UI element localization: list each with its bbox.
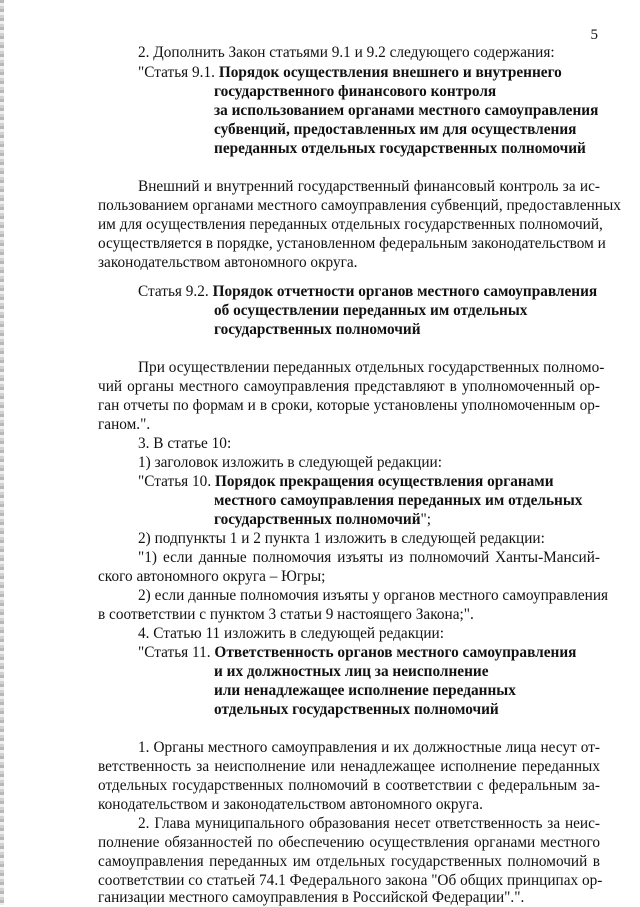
paragraph-line: "1) если данные полномочия изъяты из полномочий Ханты-Мансий- xyxy=(138,549,600,566)
article-label: "Статья 11. xyxy=(138,644,215,661)
paragraph-line: 2) если данные полномочия изъяты у органов местного самоуправления xyxy=(138,587,609,604)
article-10-heading xyxy=(138,473,554,491)
item-line: 2) подпункты 1 и 2 пункта 1 изложить в следующей редакции: xyxy=(138,530,545,547)
article-title-line: или ненадлежащее исполнение переданных xyxy=(214,682,516,699)
paragraph-line: самоуправления переданных им отдельных государственных полномочий в xyxy=(98,853,600,870)
article-title-end: государственных полномочий xyxy=(214,511,421,528)
paragraph-line: ганизации местного самоуправления в Российской Федерации".". xyxy=(98,889,525,906)
paragraph-line: законодательством автономного округа. xyxy=(98,254,358,271)
amendment-4-intro: 4. Статью 11 изложить в следующей редакции: xyxy=(138,625,444,642)
paragraph-line: пользованием органами местного самоуправления субвенций, предоставленных xyxy=(98,197,621,214)
paragraph-line: ган отчеты по формам и в сроки, которые установлены уполномоченным ор- xyxy=(98,397,600,414)
page-number: 5 xyxy=(590,27,598,43)
closing-quote: "; xyxy=(420,511,432,528)
article-title: Ответственность органов местного самоуправления xyxy=(214,644,577,661)
item-line: 1) заголовок изложить в следующей редакции: xyxy=(138,454,442,471)
paragraph-line: соответствии со статьей 74.1 Федерального закона "Об общих принципах ор- xyxy=(98,872,603,889)
amendment-2-intro: 2. Дополнить Закон статьями 9.1 и 9.2 следующего содержания: xyxy=(138,44,555,61)
article-title-line: государственных полномочий xyxy=(214,321,421,338)
paragraph-line: При осуществлении переданных отдельных государственных полномо- xyxy=(138,359,605,376)
article-title-line: переданных отдельных государственных полномочий xyxy=(214,140,586,157)
paragraph-line: ского автономного округа – Югры; xyxy=(98,568,326,585)
article-9-1-heading xyxy=(138,64,562,82)
article-title: Порядок отчетности органов местного самоуправления xyxy=(212,283,598,300)
paragraph-line: им для осуществления переданных отдельных государственных полномочий, xyxy=(98,216,603,233)
article-title-line: отдельных государственных полномочий xyxy=(214,701,499,718)
article-title-line xyxy=(214,511,431,529)
article-title-line: и их должностных лиц за неисполнение xyxy=(214,663,489,680)
article-11-heading xyxy=(138,644,576,662)
paragraph-line: 1. Органы местного самоуправления и их должностные лица несут от- xyxy=(138,739,600,756)
article-title-line: за использованием органами местного самоуправления xyxy=(214,102,599,119)
paragraph-line: Внешний и внутренний государственный финансовый контроль за ис- xyxy=(138,178,600,195)
paragraph-line: конодательством и законодательством автономного округа. xyxy=(98,796,483,813)
paragraph-line: чий органы местного самоуправления представляют в уполномоченный ор- xyxy=(98,378,600,395)
article-label: Статья 9.2. xyxy=(138,283,213,300)
article-label: "Статья 10. xyxy=(138,473,215,490)
article-title: Порядок осуществления внешнего и внутреннего xyxy=(218,64,562,81)
paragraph-line: ганом.". xyxy=(98,416,151,433)
article-title-line: об осуществлении переданных им отдельных xyxy=(214,302,528,319)
paragraph-line: полнение обязанностей по обеспечению осуществления органами местного xyxy=(98,834,600,851)
paragraph-line: осуществляется в порядке, установленном федеральным законодательством и xyxy=(98,235,606,252)
article-9-2-heading xyxy=(138,283,597,301)
article-title-line: местного самоуправления переданных им отдельных xyxy=(214,492,583,509)
amendment-3-intro: 3. В статье 10: xyxy=(138,435,232,452)
article-title-line: государственного финансового контроля xyxy=(214,83,497,100)
article-label: "Статья 9.1. xyxy=(138,64,219,81)
paragraph-line: в соответствии с пунктом 3 статьи 9 настоящего Закона;". xyxy=(98,606,474,623)
paragraph-line: 2. Глава муниципального образования несет ответственность за неис- xyxy=(138,815,600,832)
article-title: Порядок прекращения осуществления органами xyxy=(214,473,554,490)
paragraph-line: ветственность за неисполнение или ненадлежащее исполнение переданных xyxy=(98,758,600,775)
paragraph-line: отдельных государственных полномочий в соответствии с федеральным за- xyxy=(98,777,600,794)
article-title-line: субвенций, предоставленных им для осуществления xyxy=(214,121,577,138)
scan-edge xyxy=(0,0,4,905)
